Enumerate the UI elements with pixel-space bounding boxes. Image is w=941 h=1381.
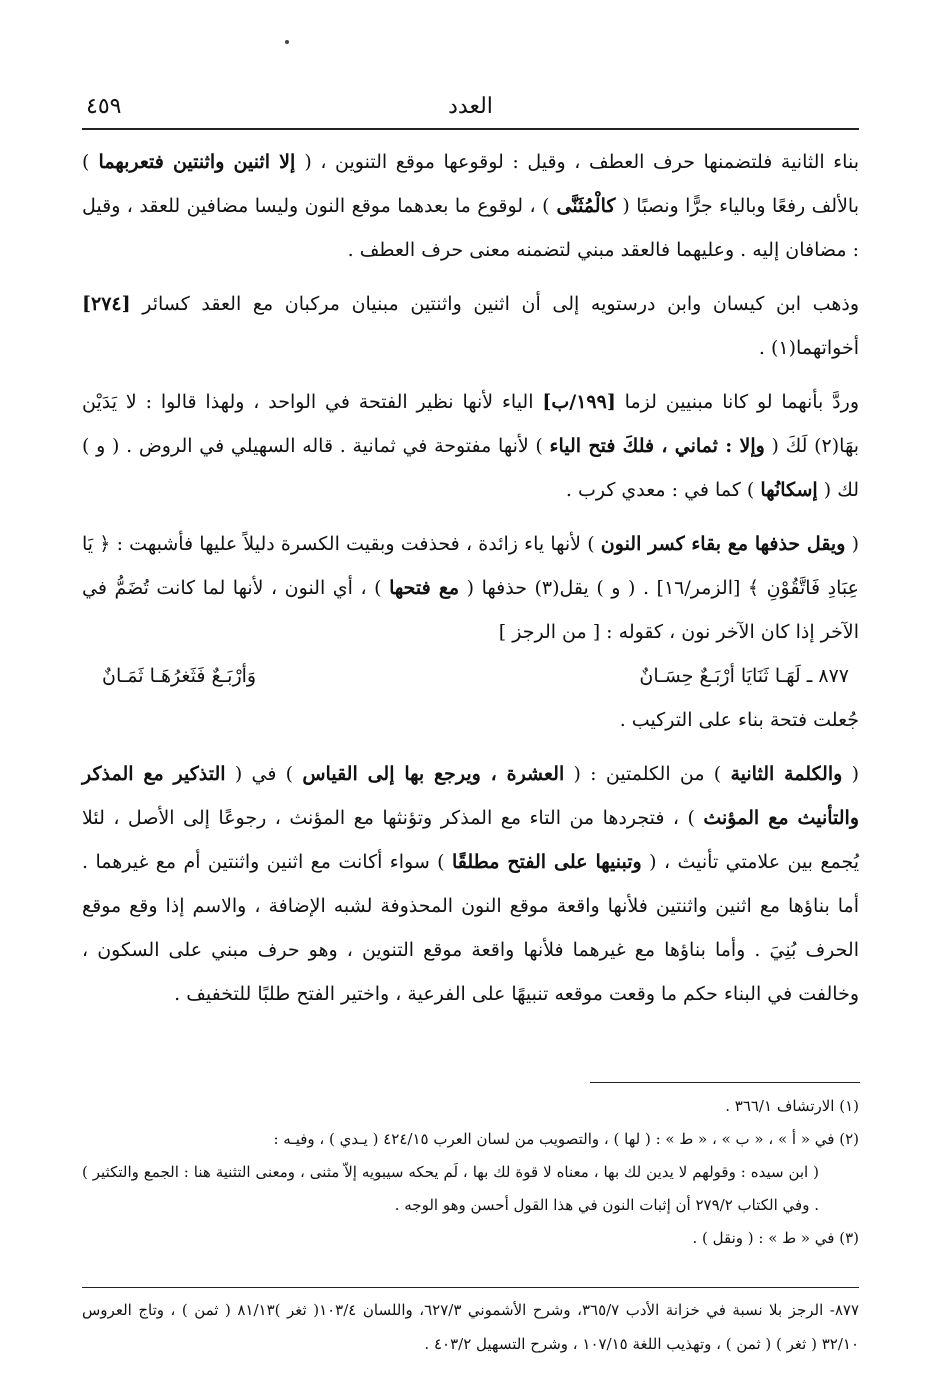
text-run: ) من الكلمتين : ( xyxy=(564,763,731,785)
text-run: ) ، لوقوع ما بعدهما موقع النون وليسا مضافين للعقد ، وقيل : مضافان إليه . وعليهما فالعقد مبني لتضمنه معنى حرف العطف . xyxy=(82,195,859,261)
paragraph-6 xyxy=(82,752,859,1016)
header-rule xyxy=(82,128,859,130)
footnote-rule xyxy=(590,1082,860,1083)
text-run: أخواتهما(١) . xyxy=(758,337,859,359)
page-header xyxy=(82,92,859,128)
text-run: ) لأنها مفتوحة في ثمانية . قاله السهيلي في الروض . ( و ) لك ( xyxy=(82,435,859,501)
poem-verse xyxy=(82,654,859,698)
paragraph-4 xyxy=(82,522,859,654)
main-text xyxy=(82,140,859,1016)
bold-run: مع فتحها xyxy=(389,577,460,599)
bold-run: العشرة ، ويرجع بها إلى القياس xyxy=(302,763,565,785)
paragraph-3 xyxy=(82,380,859,512)
text-run: ) في ( xyxy=(225,763,303,785)
text-run: ( xyxy=(845,533,859,555)
bold-run: التذكير مع المذكر والتأنيث مع المؤنث xyxy=(82,763,859,829)
paragraph-2 xyxy=(82,282,859,370)
source-text: ٨٧٧- الرجز بلا نسبة في خزانة الأدب ٣٦٥/٧، وشرح الأشموني ٦٢٧/٣، واللسان ١٠٣/٤( ثغر )٨١/١٣ ( ثمن ) ، وتاج العروس ٣٢/١٠ ( ثغر ) ( ثمن ) ، وتهذيب اللغة ١٠٧/١٥ ، وشرح التسهيل ٤٠٣/٢ . xyxy=(82,1301,859,1353)
text-run: بناء الثانية فلتضمنها حرف العطف ، وقيل : لوقوعها موقع التنوين ، ( xyxy=(304,151,859,173)
bold-run: والكلمة الثانية xyxy=(730,763,843,785)
text-run: وردَّ بأنهما لو كانا مبنيين لزما xyxy=(615,391,859,413)
bold-run: ويقل حذفها مع بقاء كسر النون xyxy=(600,533,846,555)
bold-run: وتبنيها على الفتح مطلقًا xyxy=(451,851,642,873)
bold-run: [٢٧٤] xyxy=(82,293,131,315)
text-run: ( xyxy=(842,763,859,785)
bold-run: [١٩٩/ب] xyxy=(542,391,616,413)
text-run: ) سواء أكانت مع اثنين واثنتين أم مع غيرهما . أما بناؤها مع اثنين واثنتين فلأنها واقعة موقع النون المحذوفة لشبه الإضافة ، والاسم إذا وقع موقع الحرف بُنِيَ . وأما بناؤها مع غيرهما فلأنها واقعة موقع التنوين ، وهو حرف مبني على السكون ، وخالفت في البناء حكم ما وقعت موقعه تنبيهًا على الفرعية ، واختير الفتح طلبًا للتخفيف . xyxy=(82,851,859,1005)
footnote-3: (٣) في « ط » : ( ونقل ) . xyxy=(692,1229,859,1247)
page-number: ٤٥٩ xyxy=(86,94,122,119)
footnote-2-continued: ( ابن سيده : وقولهم لا يدين لك بها ، معناه لا قوة لك بها ، لَم يحكه سيبويه إلاّ مثنى ، ومعنى التثنية هنا : الجمع والتكثير ) . وفي الكتاب ٢٧٩/٢ أن إثبات النون في هذا القول أحسن وهو الوجه . xyxy=(82,1163,819,1214)
footnote-2: (٢) في « أ » ، « ب » ، « ط » : ( لها ) ، والتصويب من لسان العرب ٤٢٤/١٥ ( يـدي ) ، وفيـه : xyxy=(273,1130,859,1148)
source-rule xyxy=(82,1287,859,1288)
text-run: ) لأنها ياء زائدة ، فحذفت وبقيت الكسرة دليلاً عليها فأشبهت : ﴿ يَا عِبَادِ فَاتَّقُوْنِ ﴾ [الزمر/١٦] . ( و ) يقل(٣) حذفها ( xyxy=(82,533,859,599)
text-run: الياء لأنها نظير الفتحة في الواحد ، ولهذا قالوا : لا يَدَيْن بهَا(٢) لَكَ ( xyxy=(82,391,859,457)
bold-run: إسكانُها xyxy=(760,479,818,501)
footnotes xyxy=(82,1090,859,1255)
poem-hemistich-1: ٨٧٧ ـ لَهَـا ثَنَايَا أرْبَـعٌ حِسَـانٌ xyxy=(639,665,849,687)
text-run: ) بالألف رفعًا وبالياء جرًّا ونصبًا ( xyxy=(82,151,860,217)
running-title: العدد xyxy=(448,94,493,119)
text-run: ) كما في : معدي كرب . xyxy=(565,479,761,501)
text-run: ) ، أي النون ، لأنها لما كانت تُضَمُّ في الآخر إذا كان الآخر نون ، كقوله : [ من الرجز ] xyxy=(82,577,859,643)
verse-source-note xyxy=(82,1293,859,1361)
bold-run: وإلا : ثماني ، فلكَ فتح الياء xyxy=(549,435,765,457)
bold-run: إلا اثنين واثنتين فتعربهما xyxy=(89,151,305,173)
text-run: ) ، فتجردها من التاء مع المذكر وتؤنثها مع المؤنث ، رجوعًا إلى الأصل ، لئلا يُجمع بين علامتي تأنيث ، ( xyxy=(82,807,859,873)
footnote-1: (١) الارتشاف ٣٦٦/١ . xyxy=(725,1097,859,1115)
poem-hemistich-2: وَأرْبَـعٌ فَثَغرُهَـا ثَمَـانٌ xyxy=(102,665,257,687)
scan-speck xyxy=(285,40,289,44)
paragraph-1 xyxy=(82,140,859,272)
paragraph-5: جُعلت فتحة بناء على التركيب . xyxy=(619,709,859,731)
text-run: وذهب ابن كيسان وابن درستويه إلى أن اثنين واثنتين مبنيان مركبان مع العقد كسائر xyxy=(130,293,859,315)
bold-run: كالْمُثَنَّى xyxy=(549,195,623,217)
